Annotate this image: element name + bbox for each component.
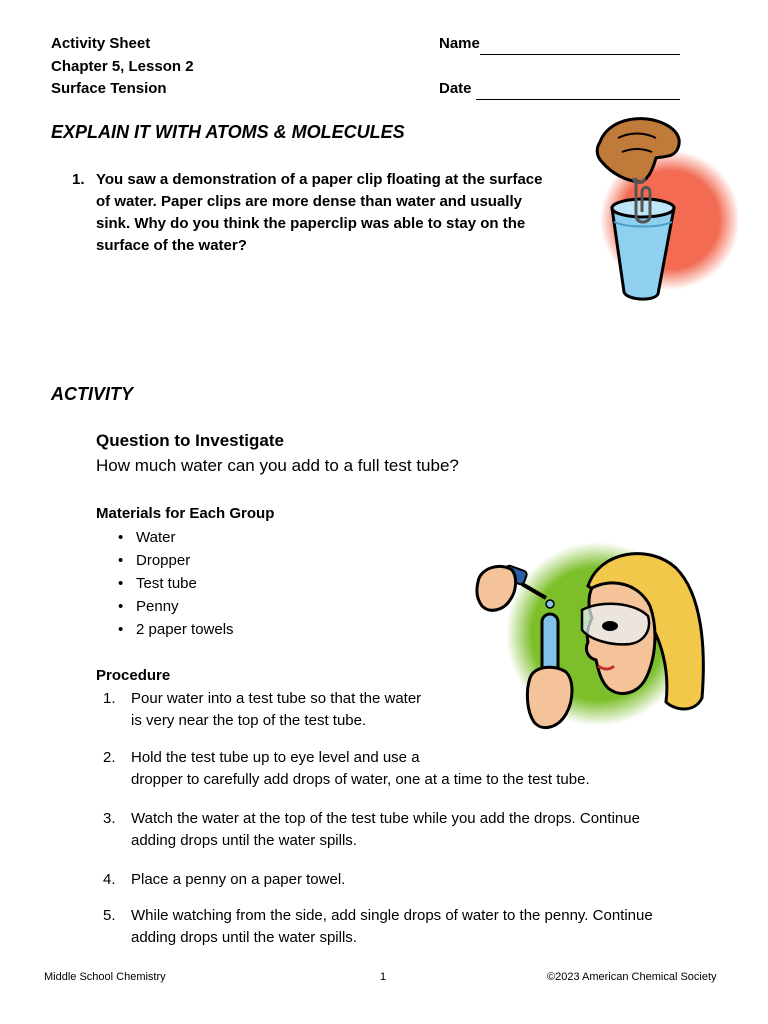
header-chapter-lesson: Chapter 5, Lesson 2 (51, 58, 194, 75)
question-line: You saw a demonstration of a paper clip floating at the surface (96, 171, 543, 188)
activity-section-title: ACTIVITY (51, 384, 134, 404)
header-topic: Surface Tension (51, 80, 167, 97)
name-blank-line[interactable] (480, 38, 680, 55)
step-line: Pour water into a test tube so that the water (131, 690, 422, 707)
procedure-step-5 (103, 905, 723, 949)
paperclip-cup-illustration (578, 112, 738, 308)
step-line: Watch the water at the top of the test tube while you add the drops. Continue (131, 810, 640, 827)
list-item: • Dropper (116, 549, 316, 572)
materials-heading: Materials for Each Group (96, 505, 275, 522)
name-label: Name (439, 35, 480, 52)
question-line: sink. Why do you think the paperclip was able to stay on the (96, 215, 526, 232)
water-drop-shape (546, 600, 554, 608)
procedure-step-3 (103, 808, 723, 852)
step-number: 3. (103, 810, 116, 827)
header-activity-sheet: Activity Sheet (51, 35, 151, 52)
list-item: • Water (116, 526, 316, 549)
procedure-heading: Procedure (96, 667, 171, 684)
procedure-step-2 (103, 747, 703, 791)
explain-section-title: EXPLAIN IT WITH ATOMS & MOLECULES (51, 122, 405, 142)
step-number: 1. (103, 690, 116, 707)
name-field[interactable] (439, 33, 680, 55)
footer-copyright: ©2023 American Chemical Society (547, 971, 717, 983)
investigate-heading: Question to Investigate (96, 431, 284, 450)
date-blank-line[interactable] (476, 83, 680, 100)
investigate-question: How much water can you add to a full test tube? (96, 456, 459, 475)
step-line: is very near the top of the test tube. (131, 712, 367, 729)
upper-hand-shape (477, 566, 516, 610)
footer-left: Middle School Chemistry (44, 971, 166, 983)
step-number: 2. (103, 749, 116, 766)
list-item: • 2 paper towels (116, 618, 316, 641)
procedure-step-1 (103, 688, 703, 732)
list-item: • Test tube (116, 572, 316, 595)
eye-shape (602, 621, 618, 631)
step-line: Place a penny on a paper towel. (131, 871, 346, 888)
materials-list (116, 526, 316, 641)
step-line: While watching from the side, add single drops of water to the penny. Continue (131, 907, 653, 924)
step-line: dropper to carefully add drops of water, one at a time to the test tube. (131, 771, 590, 788)
date-label: Date (439, 80, 472, 97)
step-line: adding drops until the water spills. (131, 832, 357, 849)
date-field[interactable] (439, 78, 680, 100)
footer-page-number: 1 (380, 971, 387, 983)
question-text (96, 169, 566, 257)
question-line: of water. Paper clips are more dense than water and usually (96, 193, 522, 210)
step-line: Hold the test tube up to eye level and use a (131, 749, 420, 766)
list-item: • Penny (116, 595, 316, 618)
question-line: surface of the water? (96, 237, 247, 254)
step-number: 4. (103, 871, 116, 888)
step-line: adding drops until the water spills. (131, 929, 357, 946)
question-number: 1. (72, 171, 85, 188)
procedure-step-4 (103, 869, 703, 891)
step-number: 5. (103, 907, 116, 924)
